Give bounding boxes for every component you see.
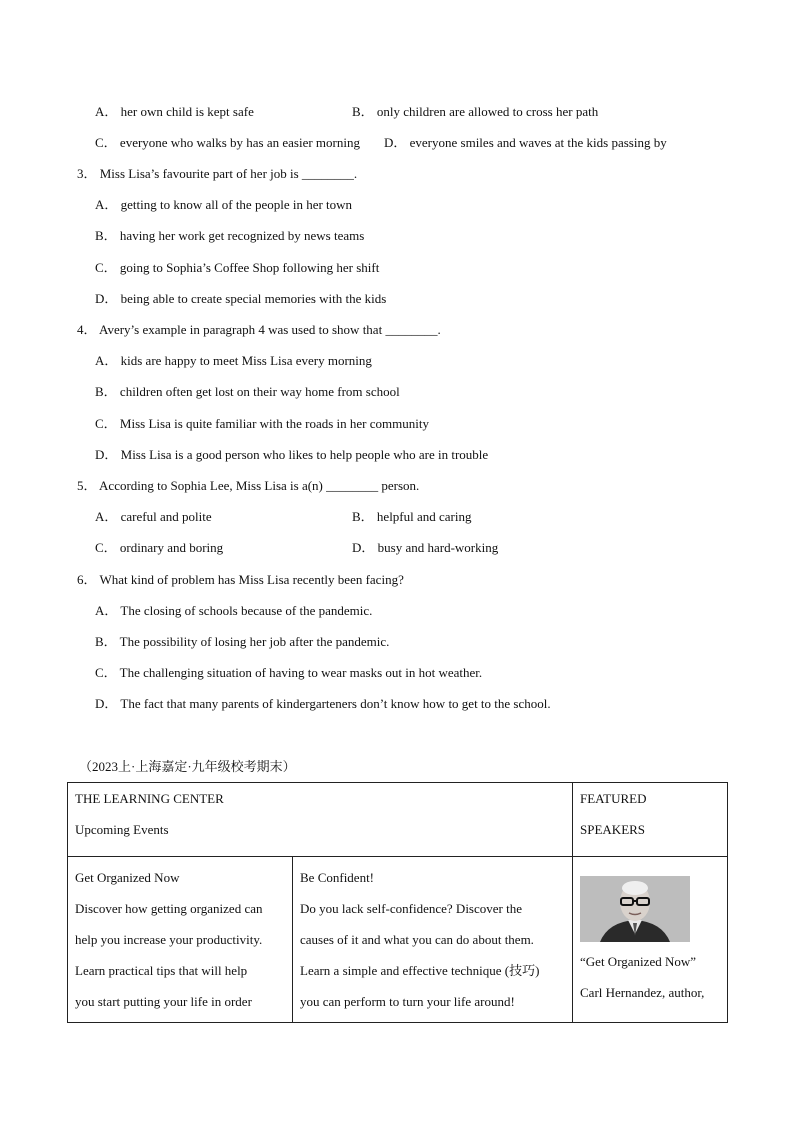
- event-desc-line: Discover how getting organized can: [75, 901, 263, 916]
- q6-option-b: B． The possibility of losing her job after the pandemic.: [95, 634, 390, 649]
- q5-option-d: D． busy and hard-working: [352, 540, 499, 555]
- q6-option-a: A． The closing of schools because of the pandemic.: [95, 603, 373, 618]
- event-desc-line: Learn practical tips that will help: [75, 963, 248, 978]
- event-desc-line: you start putting your life in order: [75, 994, 252, 1009]
- q5-option-a: A． careful and polite: [95, 509, 212, 524]
- speaker-cell: [573, 857, 728, 1023]
- speakers-label: SPEAKERS: [580, 822, 646, 837]
- speaker-talk-title: “Get Organized Now”: [580, 954, 697, 969]
- events-table: [67, 782, 728, 1023]
- featured-speakers-header: [573, 783, 728, 857]
- q5-option-b: B． helpful and caring: [352, 509, 472, 524]
- q5-option-c: C． ordinary and boring: [95, 540, 224, 555]
- q6-stem: 6． What kind of problem has Miss Lisa recently been facing?: [77, 572, 404, 587]
- event-cell-organized: [68, 857, 293, 1023]
- speaker-photo: [580, 876, 690, 942]
- featured-label: FEATURED: [580, 791, 647, 806]
- source-note: （2023上·上海嘉定·九年级校考期末）: [79, 759, 296, 774]
- q4-option-b: B． children often get lost on their way home from school: [95, 384, 400, 399]
- event-desc-line: Learn a simple and effective technique (技巧): [300, 963, 540, 978]
- q6-option-d: D． The fact that many parents of kindergarteners don’t know how to get to the school.: [95, 696, 551, 711]
- q5-stem: 5． According to Sophia Lee, Miss Lisa is a(n) ________ person.: [77, 478, 420, 493]
- event-title: Get Organized Now: [75, 870, 180, 885]
- q2-option-a: A． her own child is kept safe: [95, 104, 254, 119]
- center-title: THE LEARNING CENTER: [75, 791, 224, 806]
- q3-option-d: D． being able to create special memories with the kids: [95, 291, 387, 306]
- q2-option-d: D． everyone smiles and waves at the kids passing by: [384, 135, 667, 150]
- q4-option-d: D． Miss Lisa is a good person who likes to help people who are in trouble: [95, 447, 489, 462]
- q6-option-c: C． The challenging situation of having to wear masks out in hot weather.: [95, 665, 483, 680]
- speaker-name: Carl Hernandez, author,: [580, 985, 705, 1000]
- q3-stem: 3． Miss Lisa’s favourite part of her job is ________.: [77, 166, 358, 181]
- event-desc-line: Do you lack self-confidence? Discover the: [300, 901, 522, 916]
- table-header-cell: [68, 783, 573, 857]
- event-title: Be Confident!: [300, 870, 375, 885]
- q3-option-b: B． having her work get recognized by news teams: [95, 228, 365, 243]
- q4-option-a: A． kids are happy to meet Miss Lisa every morning: [95, 353, 372, 368]
- q2-option-c: C． everyone who walks by has an easier morning: [95, 135, 360, 150]
- q3-option-a: A． getting to know all of the people in her town: [95, 197, 353, 212]
- event-desc-line: causes of it and what you can do about them.: [300, 932, 534, 947]
- q4-option-c: C． Miss Lisa is quite familiar with the roads in her community: [95, 416, 429, 431]
- event-cell-confident: [293, 857, 573, 1023]
- q3-option-c: C． going to Sophia’s Coffee Shop following her shift: [95, 260, 380, 275]
- speaker-portrait-icon: [580, 876, 690, 942]
- upcoming-events-label: Upcoming Events: [75, 822, 169, 837]
- q2-option-b: B． only children are allowed to cross her path: [352, 104, 599, 119]
- event-desc-line: help you increase your productivity.: [75, 932, 263, 947]
- event-desc-line: you can perform to turn your life around!: [300, 994, 515, 1009]
- q4-stem: 4． Avery’s example in paragraph 4 was used to show that ________.: [77, 322, 441, 337]
